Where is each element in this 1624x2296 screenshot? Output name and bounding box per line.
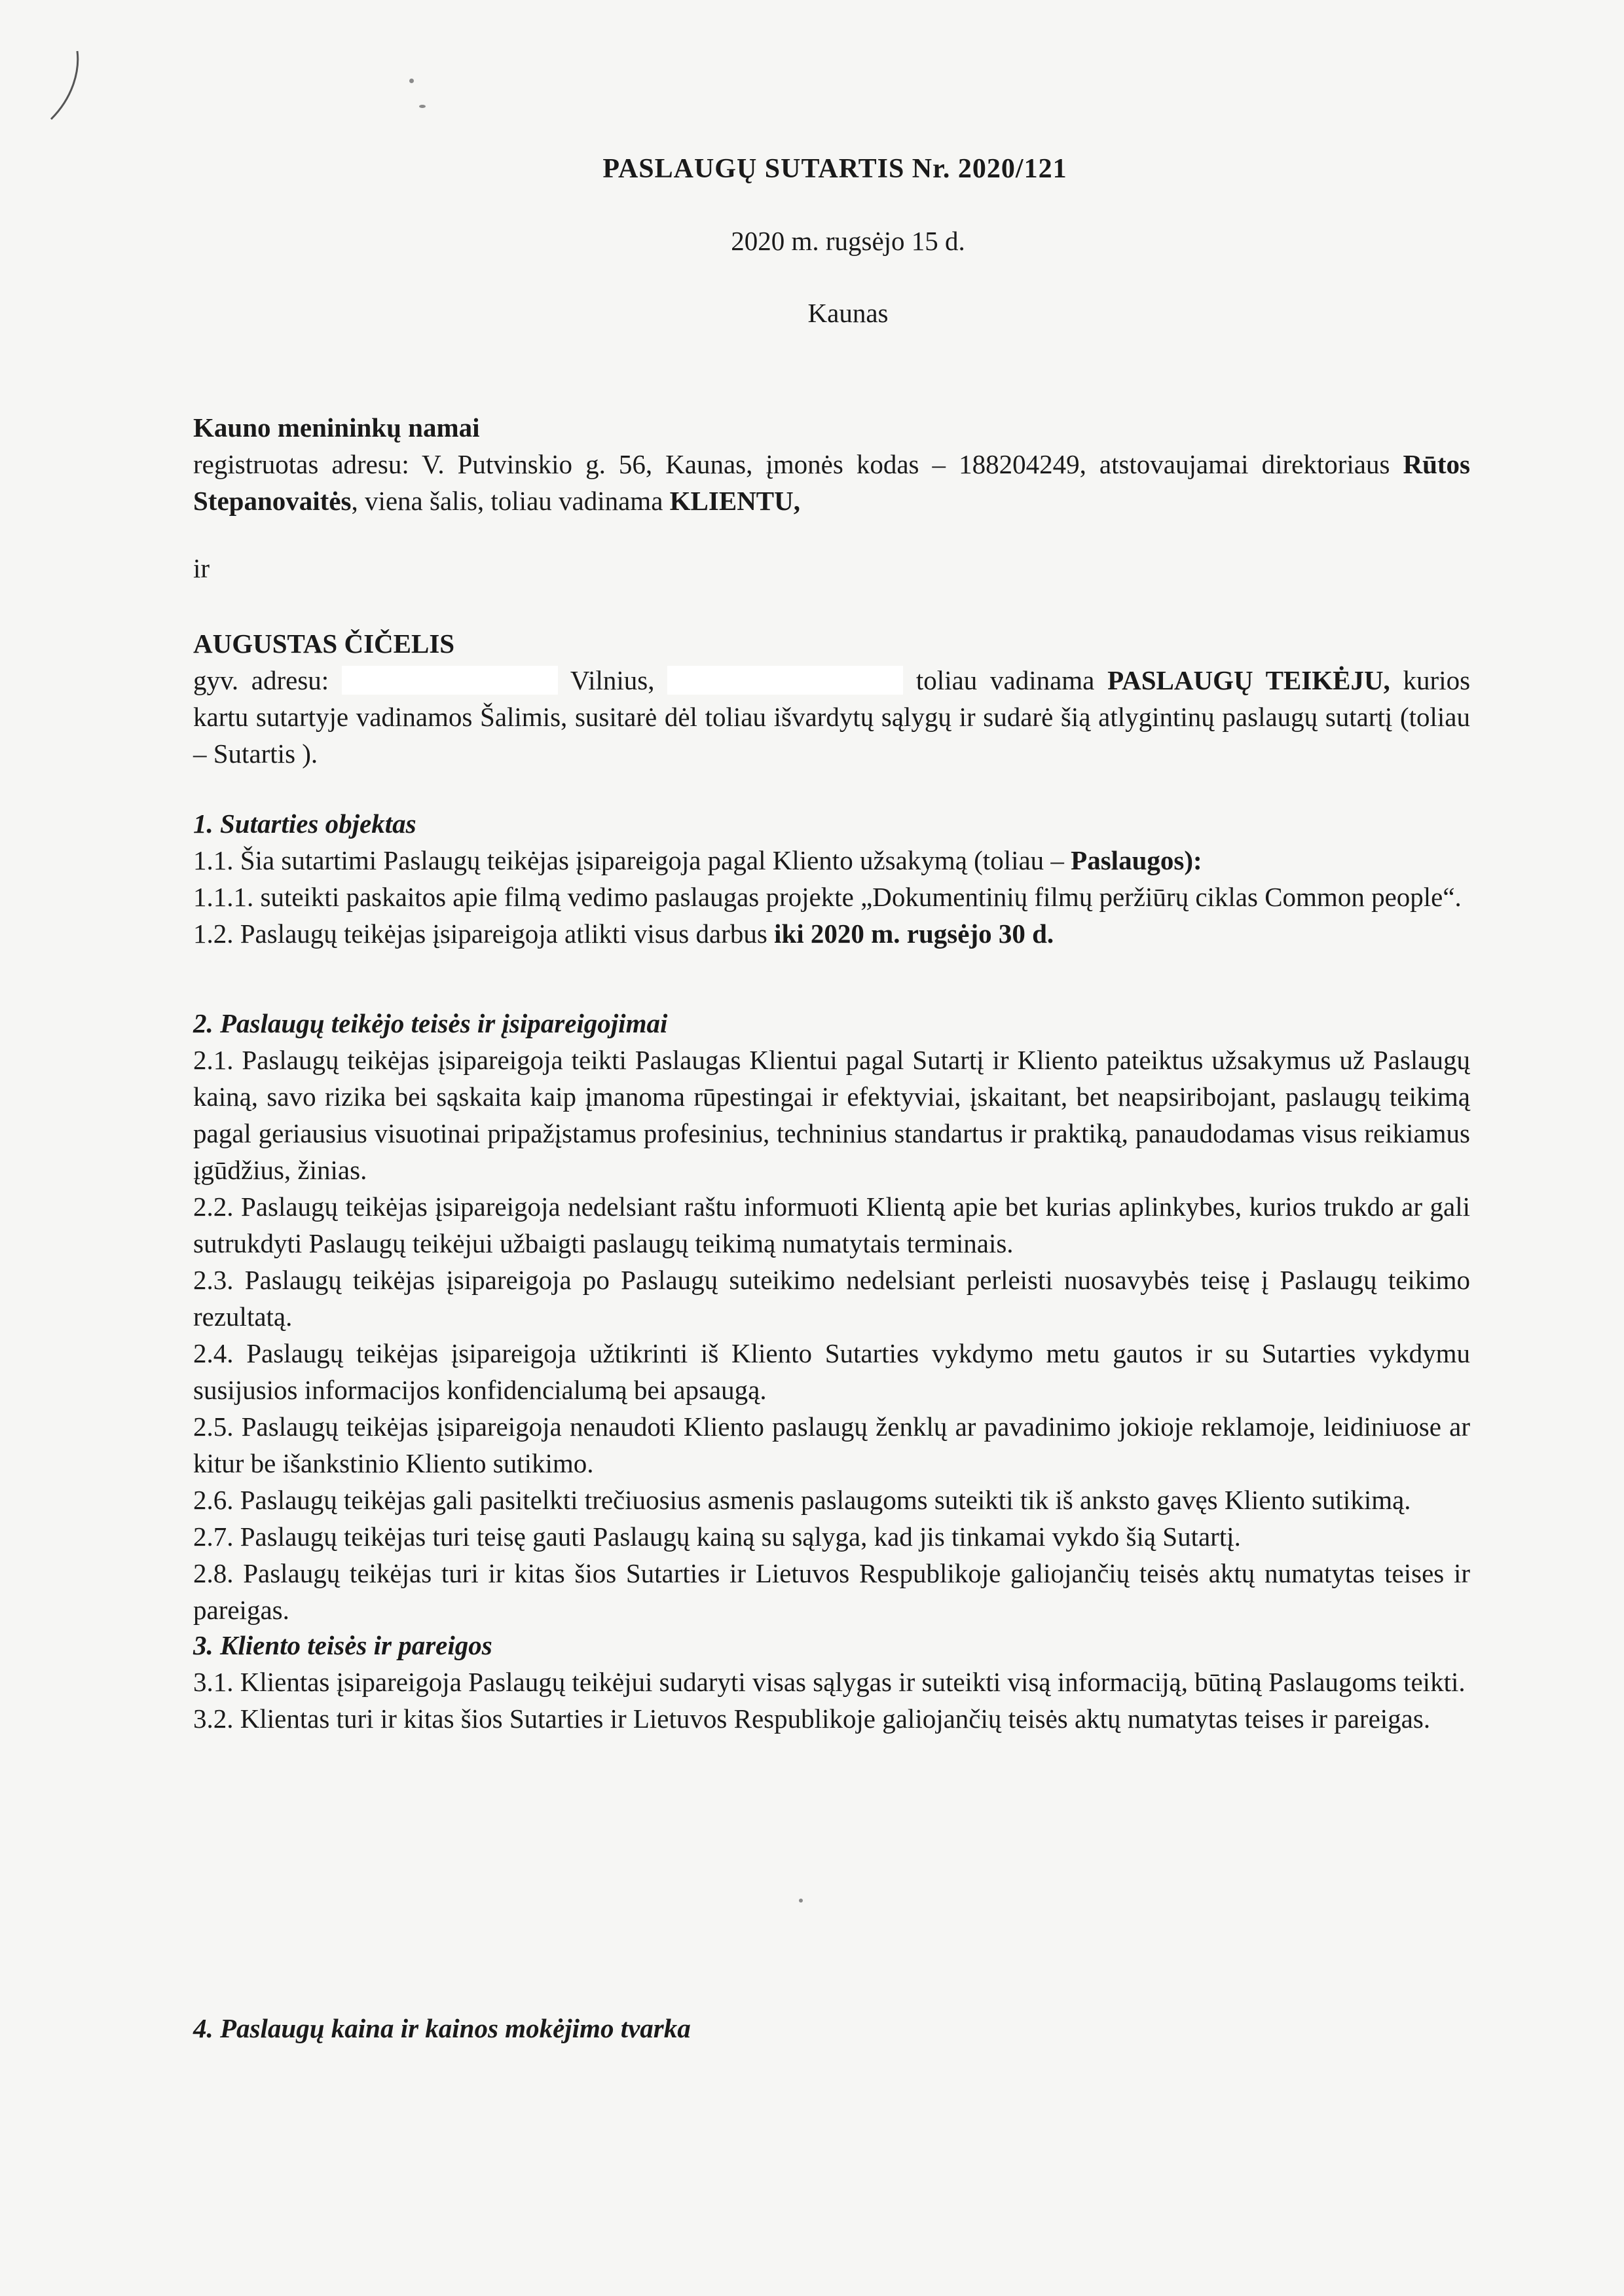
pencil-mark-icon <box>39 46 92 124</box>
clause-1-2-text: 1.2. Paslaugų teikėjas įsipareigoja atlikti visus darbus <box>193 919 775 949</box>
provider-address-label: gyv. adresu: <box>193 665 342 695</box>
provider-role: PASLAUGŲ TEIKĖJU, <box>1107 665 1390 695</box>
client-desc-middle: , viena šalis, toliau vadinama <box>351 486 670 516</box>
section-2-heading: 2. Paslaugų teikėjo teisės ir įsipareigojimai <box>193 1008 668 1038</box>
clause-1-2-bold: iki 2020 m. rugsėjo 30 d. <box>774 919 1054 949</box>
client-role: KLIENTU, <box>669 486 801 516</box>
client-director: Rūtos Stepanovaitės <box>193 449 1470 516</box>
section-2 <box>193 1005 1470 1628</box>
clause-1-1-1: 1.1.1. suteikti paskaitos apie filmą vedimo paslaugas projekte „Dokumentinių filmų peržiūrų ciklas Common people“. <box>193 882 1462 912</box>
clause-2-4: 2.4. Paslaugų teikėjas įsipareigoja užtikrinti iš Kliento Sutarties vykdymo metu gautos ir su Sutarties vykdymu susijusios informacijos konfidencialumą bei apsaugą. <box>193 1338 1470 1405</box>
contract-city: Kaunas <box>807 298 889 328</box>
section-1 <box>193 805 1470 952</box>
section-1-heading: 1. Sutarties objektas <box>193 809 416 839</box>
redacted-street <box>342 666 558 695</box>
provider-rest: kurios kartu sutartyje vadinamos Šalimis, susitarė dėl toliau išvardytų sąlygų ir sudarė šią atlygintinų paslaugų sutartį (toliau – Sutartis ). <box>193 665 1471 769</box>
client-desc-before: registruotas adresu: V. Putvinskio g. 56, Kaunas, įmonės kodas – 188204249, atstovaujamai direktoriaus <box>193 449 1403 479</box>
clause-2-7: 2.7. Paslaugų teikėjas turi teisę gauti Paslaugų kainą su sąlyga, kad jis tinkamai vykdo šią Sutartį. <box>193 1522 1241 1552</box>
clause-3-1: 3.1. Klientas įsipareigoja Paslaugų teikėjui sudaryti visas sąlygas ir suteikti visą informaciją, būtiną Paslaugoms teikti. <box>193 1667 1466 1697</box>
section-4 <box>193 2010 1470 2047</box>
provider-name: AUGUSTAS ČIČELIS <box>193 629 455 659</box>
section-3-heading: 3. Kliento teisės ir pareigos <box>193 1630 492 1660</box>
section-4-heading: 4. Paslaugų kaina ir kainos mokėjimo tvarka <box>193 2013 691 2043</box>
clause-2-6: 2.6. Paslaugų teikėjas gali pasitelkti trečiuosius asmenis paslaugoms suteikti tik iš anksto gavęs Kliento sutikimą. <box>193 1485 1411 1515</box>
speck-mark <box>419 105 426 108</box>
client-block <box>193 409 1470 519</box>
clause-1-2 <box>193 915 1470 952</box>
client-description <box>193 446 1470 519</box>
section-3 <box>193 1627 1470 1737</box>
client-name: Kauno menininkų namai <box>193 412 480 443</box>
provider-city: Vilnius, <box>570 665 655 695</box>
clause-3-2: 3.2. Klientas turi ir kitas šios Sutarties ir Lietuvos Respublikoje galiojančių teisės aktų numatytas teises ir pareigas. <box>193 1704 1431 1734</box>
clause-1-1-bold: Paslaugos): <box>1071 845 1202 875</box>
provider-block <box>193 625 1470 772</box>
speck-mark <box>409 79 414 83</box>
clause-1-1-text: 1.1. Šia sutartimi Paslaugų teikėjas įsipareigoja pagal Kliento užsakymą (toliau – <box>193 845 1071 875</box>
redacted-personal-code <box>667 666 903 695</box>
contract-title: PASLAUGŲ SUTARTIS Nr. 2020/121 <box>602 154 1067 184</box>
clause-2-2: 2.2. Paslaugų teikėjas įsipareigoja nedelsiant raštu informuoti Klientą apie bet kurias aplinkybes, kurios trukdo ar gali sutrukdyti Paslaugų teikėjui užbaigti paslaugų teikimą numatytais terminais. <box>193 1192 1470 1258</box>
provider-called: toliau vadinama <box>903 665 1108 695</box>
clause-1-1 <box>193 842 1470 879</box>
provider-description <box>193 662 1470 772</box>
contract-date: 2020 m. rugsėjo 15 d. <box>731 226 965 256</box>
clause-2-1: 2.1. Paslaugų teikėjas įsipareigoja teikti Paslaugas Klientui pagal Sutartį ir Kliento pateiktus užsakymus už Paslaugų kainą, savo rizika bei sąskaita kaip įmanoma rūpestingai ir efektyviai, įskaitant, bet neapsiribojant, paslaugų teikimą pagal geriausius visuotinai pripažįstamus profesinius, techninius standartus ir praktiką, panaudodamas visus reikiamus įgūdžius, žinias. <box>193 1045 1470 1185</box>
clause-2-5: 2.5. Paslaugų teikėjas įsipareigoja nenaudoti Kliento paslaugų ženklų ar pavadinimo jokioje reklamoje, leidiniuose ar kitur be išankstinio Kliento sutikimo. <box>193 1412 1470 1478</box>
clause-2-3: 2.3. Paslaugų teikėjas įsipareigoja po Paslaugų suteikimo nedelsiant perleisti nuosavybės teisę į Paslaugų teikimo rezultatą. <box>193 1265 1470 1332</box>
connector-ir: ir <box>193 553 210 583</box>
clause-2-8: 2.8. Paslaugų teikėjas turi ir kitas šios Sutarties ir Lietuvos Respublikoje galiojančių teisės aktų numatytas teises ir pareigas. <box>193 1558 1470 1625</box>
speck-mark <box>799 1899 803 1903</box>
